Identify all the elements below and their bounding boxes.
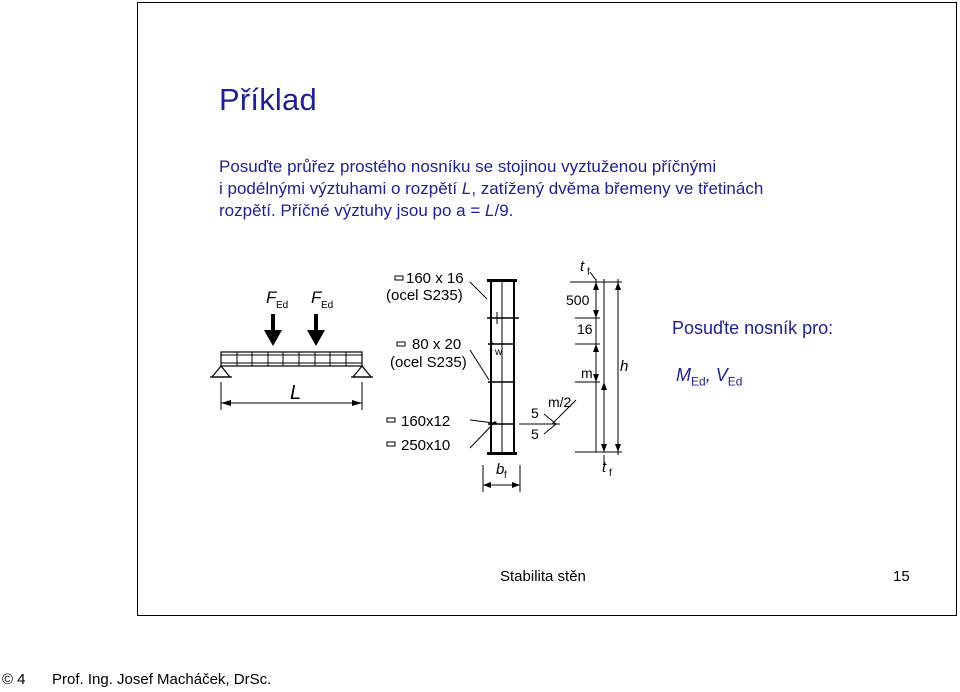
flange-dims: 160x12 bbox=[401, 413, 451, 430]
force-arrow-left bbox=[264, 314, 282, 346]
beam-body bbox=[221, 352, 362, 366]
page-number: 15 bbox=[893, 568, 910, 585]
force-sub-left: Ed bbox=[276, 300, 289, 311]
tf-bottom-sub: f bbox=[609, 468, 612, 479]
tf-bottom-label: t bbox=[602, 459, 607, 476]
plate-icon-transverse bbox=[395, 276, 403, 280]
web-dims: 250x10 bbox=[401, 437, 451, 454]
copyright-number: 4 bbox=[17, 671, 26, 688]
stiffener-longitudinal-dims: 80 x 20 bbox=[412, 336, 462, 353]
tw-sub: w bbox=[495, 347, 503, 358]
slide-title: Příklad bbox=[219, 82, 317, 117]
dim-m: m bbox=[581, 365, 593, 381]
plate-icon-web bbox=[387, 442, 395, 446]
girder-cross-section bbox=[386, 270, 576, 492]
weld-size-top: 5 bbox=[531, 405, 539, 421]
stiffener-longitudinal-material: (ocel S235) bbox=[390, 354, 467, 371]
bf-label: b bbox=[496, 461, 505, 478]
author-name: Prof. Ing. Josef Macháček, DrSc. bbox=[52, 671, 272, 688]
support-right bbox=[351, 366, 373, 377]
footer-title: Stabilita stěn bbox=[500, 568, 586, 585]
plate-icon-flange bbox=[387, 418, 395, 422]
intro-line-1: Posuďte průřez prostého nosníku se stojinou vyztuženou příčnými bbox=[219, 157, 717, 176]
moment-sub: Ed bbox=[691, 374, 706, 389]
stiffener-transverse-material: (ocel S235) bbox=[386, 287, 463, 304]
tf-top-sub: f bbox=[587, 267, 590, 278]
copyright-icon: © bbox=[2, 671, 14, 688]
plate-icon-longitudinal bbox=[397, 342, 405, 346]
bf-sub: f bbox=[504, 470, 507, 481]
intro-line-2-L: L bbox=[461, 179, 472, 198]
terms-separator: , bbox=[705, 365, 716, 385]
dim-h: h bbox=[620, 358, 629, 375]
stiffener-transverse-dims: 160 x 16 bbox=[406, 270, 464, 287]
shear-symbol: V bbox=[715, 365, 728, 385]
intro-line-2-a: i podélnými výztuhami o rozpětí bbox=[219, 179, 462, 198]
span-label: L bbox=[290, 382, 302, 404]
shear-sub: Ed bbox=[727, 374, 743, 389]
simple-beam-diagram bbox=[210, 288, 373, 410]
tw-label: t bbox=[489, 338, 494, 355]
intro-line-2-b: , zatížený dvěma břemeny ve třetinách bbox=[471, 179, 764, 198]
force-sub-right: Ed bbox=[321, 300, 334, 311]
tf-top-label: t bbox=[580, 258, 585, 275]
weld-size-bottom: 5 bbox=[531, 426, 539, 442]
intro-line-3-L: L bbox=[485, 201, 495, 220]
dim-500: 500 bbox=[566, 292, 590, 308]
intro-line-3-a: rozpětí. Příčné výztuhy jsou po a = bbox=[219, 201, 485, 220]
dim-16: 16 bbox=[577, 321, 593, 337]
force-label-left: F bbox=[266, 288, 277, 307]
bottom-bar bbox=[2, 671, 272, 688]
support-left bbox=[210, 366, 232, 377]
check-terms bbox=[676, 365, 742, 389]
force-label-right: F bbox=[311, 288, 322, 307]
m-half-label: m/2 bbox=[548, 394, 572, 410]
moment-symbol: M bbox=[676, 365, 691, 385]
intro-line-3-b: /9. bbox=[494, 201, 514, 220]
check-title: Posuďte nosník pro: bbox=[672, 318, 834, 338]
section-dimensions bbox=[566, 258, 628, 479]
force-arrow-right bbox=[307, 314, 325, 346]
